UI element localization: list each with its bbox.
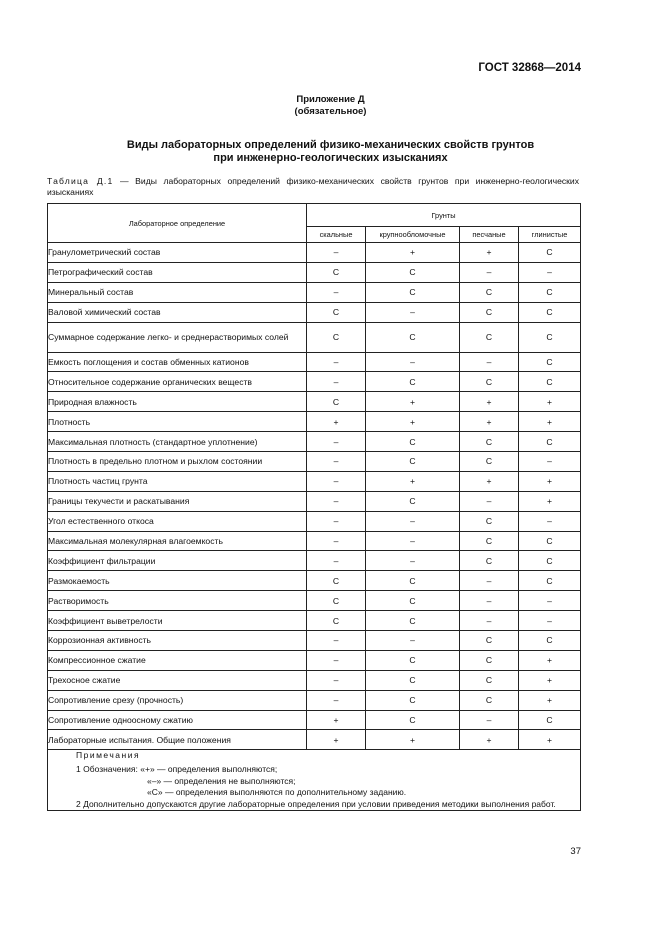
determination-value: С <box>519 432 581 452</box>
table-row <box>48 352 581 372</box>
determination-name: Компрессионное сжатие <box>48 650 307 670</box>
appendix-title: Приложение Д <box>296 94 365 105</box>
determination-name: Относительное содержание органических веществ <box>48 372 307 392</box>
determination-value: С <box>460 670 519 690</box>
determination-value: С <box>307 262 366 282</box>
table-row <box>48 591 581 611</box>
determination-value: + <box>519 491 581 511</box>
determination-value: С <box>366 452 460 472</box>
determination-value: + <box>460 471 519 491</box>
table-row <box>48 571 581 591</box>
determination-name: Сопротивление одноосному сжатию <box>48 710 307 730</box>
determination-value: С <box>366 690 460 710</box>
determination-name: Размокаемость <box>48 571 307 591</box>
determination-value: – <box>460 352 519 372</box>
table-row <box>48 452 581 472</box>
determination-value: С <box>519 322 581 352</box>
determination-value: + <box>460 730 519 750</box>
column-header-clayey: глинистые <box>519 227 581 243</box>
table-row <box>48 262 581 282</box>
determination-value: – <box>307 511 366 531</box>
determination-value: С <box>307 302 366 322</box>
determination-value: – <box>366 631 460 651</box>
column-header-sandy: песчаные <box>460 227 519 243</box>
determination-value: С <box>460 452 519 472</box>
determination-value: + <box>366 243 460 263</box>
determination-value: + <box>460 412 519 432</box>
determination-value: С <box>460 650 519 670</box>
table-row <box>48 710 581 730</box>
determination-value: С <box>366 491 460 511</box>
determination-name: Суммарное содержание легко- и среднерастворимых солей <box>48 322 307 352</box>
determination-name: Границы текучести и раскатывания <box>48 491 307 511</box>
determination-value: + <box>519 670 581 690</box>
determination-value: – <box>460 262 519 282</box>
determination-value: С <box>519 551 581 571</box>
determination-value: С <box>460 631 519 651</box>
determination-value: – <box>460 491 519 511</box>
determination-value: С <box>366 710 460 730</box>
column-header-coarse: крупнообломочные <box>366 227 460 243</box>
determination-value: – <box>307 631 366 651</box>
table-row <box>48 690 581 710</box>
determination-value: С <box>366 372 460 392</box>
determination-value: – <box>460 611 519 631</box>
table-row <box>48 611 581 631</box>
determination-value: С <box>519 531 581 551</box>
notes-row <box>48 750 581 811</box>
table-row <box>48 471 581 491</box>
standard-code: ГОСТ 32868—2014 <box>478 62 581 74</box>
determination-value: С <box>519 282 581 302</box>
determination-value: С <box>519 710 581 730</box>
determination-value: С <box>366 670 460 690</box>
table-row <box>48 730 581 750</box>
note-1-line-2: «–» — определения не выполняются; <box>147 775 296 786</box>
determination-name: Минеральный состав <box>48 282 307 302</box>
determination-value: + <box>519 650 581 670</box>
determination-value: С <box>460 531 519 551</box>
determination-value: – <box>366 551 460 571</box>
determination-name: Растворимость <box>48 591 307 611</box>
determination-value: С <box>307 322 366 352</box>
column-group-header-soils: Грунты <box>307 204 581 227</box>
determination-value: С <box>366 611 460 631</box>
determination-value: С <box>519 372 581 392</box>
determination-value: – <box>307 372 366 392</box>
determination-value: С <box>307 571 366 591</box>
note-1-line-3: «С» — определения выполняются по дополнительному заданию. <box>147 787 407 798</box>
determination-value: – <box>519 591 581 611</box>
determination-name: Коррозионная активность <box>48 631 307 651</box>
determination-value: С <box>519 571 581 591</box>
determination-name: Емкость поглощения и состав обменных катионов <box>48 352 307 372</box>
determination-value: + <box>366 730 460 750</box>
determination-value: + <box>307 730 366 750</box>
determination-value: – <box>307 282 366 302</box>
determination-value: – <box>307 432 366 452</box>
determination-value: С <box>519 631 581 651</box>
determination-value: + <box>307 710 366 730</box>
document-title <box>0 139 661 165</box>
determination-value: – <box>307 650 366 670</box>
table-row <box>48 412 581 432</box>
table-row <box>48 243 581 263</box>
determination-value: С <box>366 650 460 670</box>
determination-value: – <box>307 243 366 263</box>
table-row <box>48 670 581 690</box>
determinations-table <box>47 203 581 811</box>
document-title-line-2: при инженерно-геологических изысканиях <box>213 152 448 164</box>
determination-value: + <box>519 690 581 710</box>
determination-value: С <box>307 591 366 611</box>
determination-value: С <box>307 611 366 631</box>
determination-value: + <box>366 471 460 491</box>
determination-value: + <box>519 412 581 432</box>
table-caption-text: — Виды лабораторных определений физико-механических свойств грунтов при инженерно-геологических изысканиях <box>47 176 579 197</box>
determination-value: С <box>519 352 581 372</box>
determination-value: – <box>307 551 366 571</box>
determination-value: С <box>460 551 519 571</box>
table-row <box>48 302 581 322</box>
determination-value: – <box>366 531 460 551</box>
determination-value: С <box>519 243 581 263</box>
table-row <box>48 531 581 551</box>
determination-value: + <box>519 471 581 491</box>
determination-value: С <box>366 432 460 452</box>
determination-name: Максимальная плотность (стандартное уплотнение) <box>48 432 307 452</box>
table-row <box>48 551 581 571</box>
determination-value: – <box>519 511 581 531</box>
note-2: 2 Дополнительно допускаются другие лабораторные определения при условии приведения методики выполнения работ. <box>76 798 556 809</box>
determination-value: С <box>460 432 519 452</box>
determination-name: Гранулометрический состав <box>48 243 307 263</box>
determination-value: С <box>460 372 519 392</box>
table-caption <box>47 176 579 198</box>
table-row <box>48 372 581 392</box>
determination-value: + <box>460 243 519 263</box>
table-row <box>48 511 581 531</box>
table-row <box>48 432 581 452</box>
note-1-line-1: 1 Обозначения: «+» — определения выполняются; <box>76 763 278 774</box>
determination-value: + <box>519 392 581 412</box>
determination-value: – <box>460 591 519 611</box>
determination-value: С <box>460 322 519 352</box>
determination-value: – <box>460 710 519 730</box>
determination-value: С <box>366 282 460 302</box>
determination-name: Валовой химический состав <box>48 302 307 322</box>
determination-value: С <box>366 262 460 282</box>
determination-name: Трехосное сжатие <box>48 670 307 690</box>
table-row <box>48 491 581 511</box>
determination-name: Коэффициент выветрелости <box>48 611 307 631</box>
determination-value: С <box>366 322 460 352</box>
table-caption-label: Таблица Д.1 <box>47 176 114 186</box>
table-header-row <box>48 204 581 227</box>
determination-value: С <box>366 591 460 611</box>
determination-value: – <box>307 352 366 372</box>
determination-value: + <box>366 412 460 432</box>
determination-name: Плотность частиц грунта <box>48 471 307 491</box>
table-row <box>48 322 581 352</box>
column-header-determination: Лабораторное определение <box>48 204 307 243</box>
determination-value: + <box>366 392 460 412</box>
notes-title: Примечания <box>76 750 141 761</box>
table-row <box>48 392 581 412</box>
determination-value: – <box>460 571 519 591</box>
determination-value: – <box>519 452 581 472</box>
document-title-line-1: Виды лабораторных определений физико-механических свойств грунтов <box>126 139 535 151</box>
determination-value: – <box>307 690 366 710</box>
table-row <box>48 631 581 651</box>
table-row <box>48 282 581 302</box>
determination-name: Сопротивление срезу (прочность) <box>48 690 307 710</box>
determination-name: Угол естественного откоса <box>48 511 307 531</box>
appendix-heading <box>0 94 661 118</box>
column-header-rocky: скальные <box>307 227 366 243</box>
determination-name: Максимальная молекулярная влагоемкость <box>48 531 307 551</box>
determination-value: – <box>307 452 366 472</box>
determination-name: Петрографический состав <box>48 262 307 282</box>
determination-value: – <box>307 670 366 690</box>
determination-value: – <box>519 262 581 282</box>
determination-value: С <box>519 302 581 322</box>
determination-value: – <box>307 491 366 511</box>
table-notes <box>48 750 581 811</box>
determination-value: С <box>460 302 519 322</box>
page-number: 37 <box>570 846 581 857</box>
determination-value: С <box>460 511 519 531</box>
determination-name: Лабораторные испытания. Общие положения <box>48 730 307 750</box>
determination-value: – <box>366 302 460 322</box>
table-row <box>48 650 581 670</box>
determination-value: – <box>307 471 366 491</box>
determination-value: – <box>307 531 366 551</box>
determination-value: – <box>519 611 581 631</box>
determination-name: Плотность <box>48 412 307 432</box>
determination-value: + <box>519 730 581 750</box>
determination-name: Плотность в предельно плотном и рыхлом состоянии <box>48 452 307 472</box>
determination-value: + <box>460 392 519 412</box>
determination-value: + <box>307 412 366 432</box>
determination-name: Коэффициент фильтрации <box>48 551 307 571</box>
determination-value: С <box>366 571 460 591</box>
determination-value: С <box>460 690 519 710</box>
appendix-status: (обязательное) <box>294 106 367 117</box>
determination-value: – <box>366 352 460 372</box>
determination-value: – <box>366 511 460 531</box>
determination-name: Природная влажность <box>48 392 307 412</box>
determination-value: С <box>307 392 366 412</box>
determination-value: С <box>460 282 519 302</box>
